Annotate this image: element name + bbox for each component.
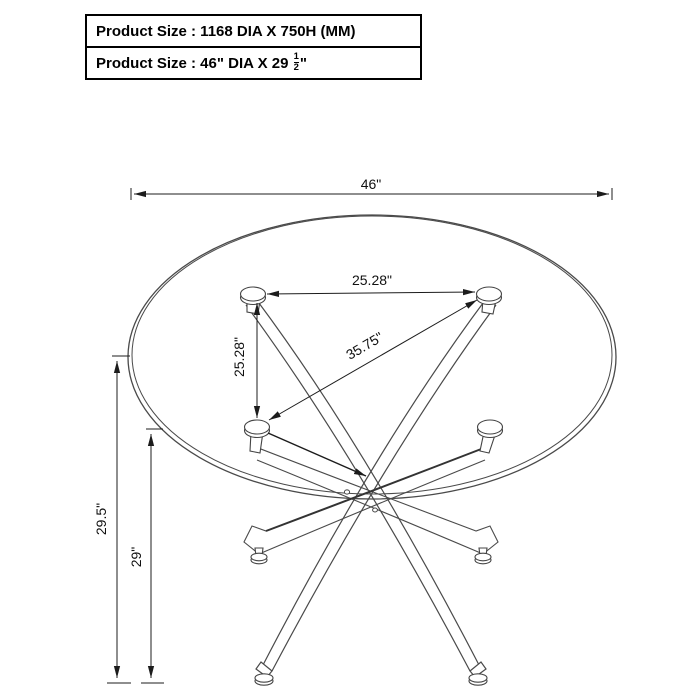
tabletop-inner-edge xyxy=(132,216,612,494)
fraction-denominator: 2 xyxy=(293,61,299,73)
dim-line-mount-span-horizontal xyxy=(267,292,475,294)
leg-front-left-to-back-right xyxy=(253,446,498,554)
label-mount-diagonal: 35.75" xyxy=(343,328,386,363)
hub-bolt xyxy=(373,508,378,512)
leg-edge xyxy=(256,299,479,665)
foot-front-right-top xyxy=(469,674,487,682)
label-mount-span-vertical: 25.28" xyxy=(231,336,247,378)
foot-back-right-top xyxy=(475,553,491,561)
label-base-height: 29" xyxy=(128,546,144,568)
leg-dark-edge xyxy=(266,446,489,531)
leg-outline xyxy=(244,446,489,554)
product-size-mm-text: Product Size : 1168 DIA X 750H (MM) xyxy=(96,22,356,40)
mount-cap-back-left xyxy=(241,287,266,301)
leg-front-right-to-back-left xyxy=(244,446,489,554)
leg-outline xyxy=(253,446,498,554)
leg-back-right-to-front-left xyxy=(256,299,496,677)
mount-cap-front-left xyxy=(245,420,270,434)
leg-edge xyxy=(263,299,486,665)
foot-back-left-top xyxy=(251,553,267,561)
feet xyxy=(251,548,491,685)
dimension-labels xyxy=(93,176,392,567)
label-total-height: 29.5" xyxy=(93,502,109,536)
fraction-numerator: 1 xyxy=(293,51,299,62)
product-size-inch-prefix: Product Size : 46" DIA X 29 xyxy=(96,54,293,72)
product-size-inch-suffix: " xyxy=(299,54,308,72)
leg-edge xyxy=(272,305,496,671)
glass-tabletop xyxy=(128,215,616,499)
label-mount-span-horizontal: 25.28" xyxy=(351,272,393,288)
dimensions xyxy=(107,188,612,683)
mount-cap-back-right xyxy=(477,287,502,301)
label-diameter: 46" xyxy=(360,176,382,192)
hub-bolt xyxy=(344,490,349,494)
leg-back-left-to-front-right xyxy=(246,299,486,677)
foot-front-left-top xyxy=(255,674,273,682)
leg-mounts xyxy=(241,287,503,453)
mount-cap-front-right xyxy=(478,420,503,434)
